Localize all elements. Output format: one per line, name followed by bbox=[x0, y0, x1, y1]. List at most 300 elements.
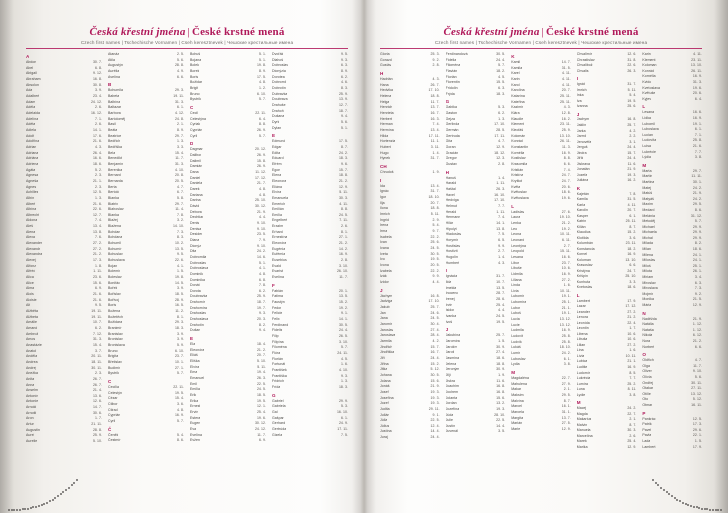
name-entry-date: 16. 9. bbox=[627, 364, 637, 369]
name-entry-date: 28. 7. bbox=[496, 291, 506, 296]
name-entry-date: 5. 7. bbox=[498, 63, 506, 68]
name-entry-name: Fedor bbox=[272, 305, 282, 310]
name-entry-name: Justín bbox=[445, 423, 456, 428]
name-entry-name: Hana bbox=[380, 82, 389, 87]
name-entry-name: Magda bbox=[576, 411, 588, 416]
name-entry-date: 4. 8. bbox=[258, 271, 266, 276]
name-entry-name: Elvíra bbox=[190, 364, 200, 369]
name-entry-date: 16. 9. bbox=[338, 252, 348, 257]
name-entry-name: Egon bbox=[272, 167, 281, 172]
name-entry-date: 16. 12. bbox=[90, 111, 102, 116]
name-entry-date: 27. 2. bbox=[92, 246, 102, 251]
name-entry-date: 19. 6. bbox=[561, 195, 571, 200]
name-entry-date: 31. 3. bbox=[174, 161, 184, 166]
name-entry-date: 24. 7. bbox=[561, 178, 571, 183]
name-entry-name: Emanuela bbox=[272, 195, 289, 200]
name-entry-name: Kateřina bbox=[511, 99, 525, 104]
name-entry-date: 25. 2. bbox=[627, 381, 637, 386]
letter-heading-label: C bbox=[190, 104, 194, 110]
name-entry-date: 23. 7. bbox=[561, 260, 571, 265]
name-entry-date: 29. 3. bbox=[174, 88, 184, 93]
name-entry-name: Adalbert bbox=[26, 94, 40, 99]
letter-heading-label: I bbox=[445, 268, 447, 274]
name-entry-date: 18. 8. bbox=[496, 361, 506, 366]
name-entry-date: 24. 12. bbox=[254, 427, 266, 432]
name-entry-date: 13. 5. bbox=[496, 285, 506, 290]
name-entry-name: Lubor bbox=[511, 305, 521, 310]
name-entry-date: 20. 5. bbox=[430, 262, 440, 267]
name-entry-date: 6. 10. bbox=[256, 91, 266, 96]
name-entry-name: Irvin bbox=[445, 302, 453, 307]
name-entry-date: 14. 5. bbox=[174, 280, 184, 285]
name-entry-name: Chvalis bbox=[576, 68, 589, 73]
letter-heading bbox=[642, 410, 702, 417]
name-entry-date: 5. 3. bbox=[340, 404, 348, 409]
letter-heading-label: N bbox=[642, 310, 646, 316]
spiral-dot bbox=[701, 508, 703, 510]
name-entry-date: 7. 1. bbox=[94, 116, 102, 121]
left-name-columns bbox=[26, 52, 348, 450]
name-entry-name: Frýda bbox=[445, 91, 455, 96]
name-entry-name: Hadrián bbox=[380, 77, 393, 82]
name-entry-date: 9. 4. bbox=[258, 328, 266, 333]
name-entry-date: 7. 4. bbox=[563, 167, 571, 172]
name-entry-name: Dana bbox=[190, 170, 199, 175]
name-entry-date: 15. 5. bbox=[496, 80, 506, 85]
name-entry-date: 7. 3. bbox=[176, 229, 184, 234]
name-entry-name: Mahulena bbox=[511, 381, 527, 386]
name-entry-name: Martina bbox=[642, 179, 655, 184]
name-entry bbox=[26, 439, 102, 445]
name-entry-name: Jachym bbox=[576, 117, 590, 122]
name-entry-name: Florián bbox=[272, 356, 284, 361]
name-entry-date: 22. 11. bbox=[255, 111, 266, 116]
name-entry-date: 3. 5. bbox=[498, 429, 506, 434]
name-entry-name: Evelína bbox=[272, 275, 285, 280]
name-entry-name: Gaston bbox=[445, 111, 458, 116]
name-entry-name: Borek bbox=[190, 68, 200, 73]
name-entry-date: 24. 4. bbox=[338, 328, 348, 333]
name-entry-date: 6. 1. bbox=[340, 415, 348, 420]
name-entry-name: Milada bbox=[642, 241, 653, 246]
name-entry-date: 26. 4. bbox=[92, 150, 102, 155]
name-entry-date: 14. 1. bbox=[338, 317, 348, 322]
name-entry-name: Dubravka bbox=[272, 91, 288, 96]
name-entry-date: 21. 2. bbox=[338, 241, 348, 246]
name-entry-name: Balbína bbox=[108, 99, 121, 104]
letter-heading bbox=[446, 267, 506, 274]
name-entry-date: 22. 5. bbox=[496, 418, 506, 423]
name-entry-name: Iveta bbox=[380, 251, 388, 256]
name-entry-name: Florentín bbox=[445, 80, 460, 85]
name-entry-date: 18. 3. bbox=[338, 156, 348, 161]
name-entry-date: 27. 1. bbox=[338, 235, 348, 240]
name-entry-name: Haštal bbox=[445, 187, 456, 191]
name-entry-name: Matej bbox=[642, 185, 652, 190]
name-entry-date: 6. 5. bbox=[498, 237, 506, 242]
name-entry-name: Cecília bbox=[108, 384, 120, 389]
name-entry-date: 8. 6. bbox=[694, 207, 702, 212]
name-entry-name: Alexandra bbox=[26, 252, 43, 257]
name-entry-name: Imelda bbox=[445, 285, 457, 290]
name-entry-name: Dionýz bbox=[190, 243, 201, 248]
name-entry-name: Bronislav bbox=[108, 337, 123, 342]
name-entry-date: 19. 10. bbox=[559, 215, 571, 220]
name-entry-name: Drahotín bbox=[190, 322, 204, 327]
name-entry-name: Flóra bbox=[272, 351, 281, 356]
letter-heading bbox=[511, 53, 571, 60]
spiral-dot bbox=[43, 503, 45, 505]
name-entry-date: 7. 7. bbox=[694, 149, 702, 154]
name-entry-date: 1. 3. bbox=[94, 195, 102, 200]
name-entry-date: 11. 7. bbox=[430, 99, 440, 104]
left-title-cs: Česká křestní jména bbox=[89, 26, 186, 38]
name-entry-name: Julie bbox=[445, 418, 454, 423]
name-entry-date: 25. 1. bbox=[692, 263, 702, 268]
name-entry-date: 26. 9. bbox=[256, 153, 266, 158]
name-entry-name: Kleofáš bbox=[511, 127, 524, 132]
name-entry-name: Aurélia bbox=[108, 68, 120, 73]
name-entry-name: Dorotea bbox=[272, 74, 285, 79]
name-entry-name: Makar bbox=[511, 387, 522, 392]
name-entry-date: 24. 4. bbox=[430, 355, 440, 360]
name-entry-name: Koloman bbox=[576, 257, 591, 262]
name-entry-date: 8. 3. bbox=[340, 85, 348, 90]
name-entry-name: Elena bbox=[272, 173, 282, 178]
name-entry-name: Lambert bbox=[576, 298, 590, 303]
name-entry-name: Fatima bbox=[272, 294, 283, 299]
name-entry-name: Kasper bbox=[576, 213, 589, 218]
name-entry-name: Bonifác bbox=[108, 280, 121, 285]
name-entry-date: 15. 4. bbox=[174, 150, 184, 155]
name-entry-name: Ladislav bbox=[511, 209, 525, 214]
name-entry-name: Dariana bbox=[190, 192, 203, 197]
name-entry-date: 5. 11. bbox=[627, 87, 637, 92]
name-entry-date: 18. 8. bbox=[338, 173, 348, 178]
name-entry-name: Helmut bbox=[445, 203, 457, 208]
name-entry-name: Jarka bbox=[576, 128, 586, 133]
name-entry-date: 3. 3. bbox=[629, 279, 637, 284]
name-entry-date: 22. 7. bbox=[627, 411, 637, 416]
name-entry-name: Drahoň bbox=[272, 108, 284, 113]
name-entry-name: Krasoslav bbox=[576, 263, 593, 268]
name-entry-name: Aloisie bbox=[26, 297, 37, 302]
name-entry-name: Chvalibož bbox=[576, 63, 593, 68]
name-entry-date: 4. 3. bbox=[498, 260, 506, 265]
name-entry-name: Jaromír bbox=[380, 322, 393, 326]
name-entry-date: 4. 3. bbox=[563, 105, 571, 110]
spiral-dot bbox=[693, 506, 695, 508]
name-entry-date: 3. 4. bbox=[694, 275, 702, 280]
name-entry-date: 2. 8. bbox=[498, 161, 506, 166]
name-entry-date: 7. 4. bbox=[498, 215, 506, 220]
name-entry-date: 8. 9. bbox=[340, 68, 348, 73]
name-entry-date: 22. 1. bbox=[692, 433, 702, 438]
name-entry-name: Kajetán bbox=[576, 191, 590, 196]
name-entry bbox=[642, 303, 702, 309]
name-entry-date: 18. 6. bbox=[561, 190, 571, 195]
name-entry-name: Adéla bbox=[26, 105, 36, 110]
name-entry-date: 2. 8. bbox=[340, 258, 348, 263]
name-entry-date: 8. 7. bbox=[563, 398, 571, 403]
name-entry-date: 23. 4. bbox=[92, 94, 102, 99]
name-entry-date: 28. 8. bbox=[92, 427, 102, 432]
name-entry-date: 21. 2. bbox=[627, 315, 637, 320]
name-entry-name: Dobroslav bbox=[190, 260, 207, 265]
name-entry-name: Izidor bbox=[380, 279, 389, 284]
spiral-dot bbox=[674, 497, 676, 499]
letter-heading bbox=[272, 282, 348, 289]
name-entry-date: 21. 2. bbox=[692, 339, 702, 343]
spiral-dot bbox=[671, 495, 673, 497]
name-entry-date: 5. 7. bbox=[176, 418, 184, 423]
name-entry-name: Miriam bbox=[642, 275, 654, 280]
name-entry-date: 13. 4. bbox=[430, 127, 440, 132]
name-entry-date: 30. 8. bbox=[92, 82, 102, 87]
name-entry-date: 16. 8. bbox=[627, 117, 637, 122]
name-entry-date: 3. 10. bbox=[338, 263, 348, 268]
name-entry-name: Júda bbox=[445, 412, 454, 417]
spiral-dot bbox=[720, 509, 722, 511]
name-entry-date: 25. 11. bbox=[559, 94, 571, 99]
name-entry-name: Herald bbox=[445, 209, 457, 214]
letter-heading bbox=[26, 53, 102, 60]
name-entry-name: Kristián bbox=[511, 167, 524, 172]
name-entry-name: Alžběta bbox=[26, 308, 39, 313]
name-entry-name: Beatrice bbox=[108, 133, 122, 138]
name-entry-date: 16. 6. bbox=[692, 110, 702, 115]
name-entry-date: 30. 5. bbox=[338, 322, 348, 327]
name-entry-date: 5. 9. bbox=[176, 342, 184, 347]
name-entry-name: Ludomír bbox=[576, 370, 590, 375]
name-entry-name: Katrin bbox=[576, 219, 587, 224]
name-entry-date: 6. 7. bbox=[176, 190, 184, 195]
name-entry-name: Blažena bbox=[108, 224, 121, 229]
name-entry-date: 9. 5. bbox=[176, 252, 184, 257]
name-entry-name: Marek bbox=[576, 439, 587, 444]
name-entry-date: 11. 3. bbox=[561, 144, 571, 149]
name-entry-name: Benjamín bbox=[108, 161, 124, 166]
name-entry-date: 11. 7. bbox=[257, 432, 266, 437]
name-entry-date: 1. 3. bbox=[498, 116, 506, 121]
name-entry bbox=[190, 328, 266, 334]
right-page bbox=[364, 0, 728, 513]
name-entry-name: Juliána bbox=[576, 178, 589, 183]
name-entry-name: Adiela bbox=[26, 127, 37, 132]
name-entry-date: 31. 7. bbox=[496, 274, 506, 279]
name-entry-date: 2. 3. bbox=[94, 173, 102, 178]
name-entry-name: Květoslav bbox=[511, 190, 527, 195]
name-entry-name: Michael bbox=[642, 224, 655, 229]
name-entry-date: 23. 7. bbox=[174, 354, 184, 359]
name-entry-name: Anděla bbox=[26, 354, 38, 359]
name-entry-date: 4. 7. bbox=[694, 358, 702, 363]
name-entry-name: Alexej bbox=[26, 258, 36, 263]
name-entry-name: Milota bbox=[642, 269, 653, 274]
name-entry-name: Marcelína bbox=[576, 433, 593, 438]
name-entry-date: 4. 11. bbox=[561, 77, 571, 82]
name-entry-date: 15. 2. bbox=[430, 361, 440, 366]
name-entry-date: 22. 11. bbox=[173, 384, 184, 389]
name-entry-name: Lina bbox=[576, 348, 584, 353]
name-entry-name: Augustin bbox=[26, 427, 41, 432]
name-entry-name: Jasmína bbox=[445, 355, 460, 360]
name-column bbox=[190, 52, 266, 450]
name-entry-date: 19. 3. bbox=[627, 172, 637, 177]
name-entry-date: 22. 6. bbox=[627, 63, 637, 68]
name-entry-name: Bernard bbox=[108, 173, 121, 178]
name-entry-date: 25. 9. bbox=[92, 433, 102, 438]
name-entry-name: Pavla bbox=[642, 433, 652, 438]
name-entry-name: Miroslava bbox=[642, 286, 658, 291]
name-entry-name: Božetěch bbox=[108, 314, 123, 319]
name-entry-name: Jakubína bbox=[445, 333, 461, 338]
name-entry-date: 6. 2. bbox=[258, 288, 266, 293]
name-entry-name: Ida bbox=[380, 183, 386, 188]
name-entry-name: Karin bbox=[511, 77, 520, 82]
name-entry-name: Blahoslav bbox=[108, 207, 124, 212]
name-entry-name: Arnold bbox=[26, 405, 37, 410]
name-entry-date: 16. 7. bbox=[430, 111, 440, 116]
letter-heading bbox=[642, 310, 702, 317]
name-entry-date: 9. 3. bbox=[340, 373, 348, 378]
name-entry-date: 22. 6. bbox=[174, 258, 184, 263]
name-entry-date: 4. 5. bbox=[498, 74, 506, 79]
name-entry-date: 7. 9. bbox=[258, 237, 266, 242]
name-entry-name: Jana bbox=[380, 316, 388, 321]
name-entry-name: Michaela bbox=[642, 230, 657, 235]
name-entry-name: Kilián bbox=[576, 224, 586, 229]
name-entry-date: 4. 2. bbox=[432, 338, 440, 343]
name-entry-date: 27. 4. bbox=[430, 327, 440, 332]
name-entry-date: 19. 5. bbox=[430, 257, 440, 262]
name-entry bbox=[272, 126, 348, 132]
name-entry-date: 1. 5. bbox=[176, 269, 184, 274]
left-page-title bbox=[26, 26, 348, 38]
name-entry-date: 27. 2. bbox=[627, 309, 637, 314]
name-entry-name: Olívia bbox=[642, 375, 652, 379]
name-entry-date: 21. 6. bbox=[692, 143, 702, 148]
name-entry-date: 24. 5. bbox=[430, 246, 440, 251]
name-entry-date: 26. 3. bbox=[256, 376, 266, 381]
name-entry-date: 16. 1. bbox=[561, 404, 571, 409]
name-entry-name: Anastázie bbox=[26, 342, 42, 347]
name-entry-date: 19. 3. bbox=[430, 401, 440, 406]
name-entry-name: Alice bbox=[26, 280, 34, 285]
name-entry-name: Artur bbox=[26, 422, 34, 427]
name-entry-name: Luboslav bbox=[511, 356, 526, 361]
letter-heading-label: CH bbox=[380, 163, 387, 169]
name-entry-date: 30. 3. bbox=[627, 428, 637, 433]
name-entry-date: 1. 2. bbox=[258, 85, 266, 90]
name-entry-name: Dorota bbox=[190, 288, 201, 293]
name-entry-date: 6. 6. bbox=[176, 74, 184, 79]
name-entry-date: 30. 7. bbox=[92, 60, 102, 65]
name-entry-name: Avelína bbox=[108, 74, 120, 79]
name-entry-name: Emília bbox=[272, 212, 283, 217]
name-entry-date: 31. 7. bbox=[430, 189, 440, 194]
name-column bbox=[26, 52, 102, 450]
name-entry-name: Oldřich bbox=[642, 358, 654, 363]
name-entry-date: 9. 10. bbox=[256, 220, 266, 225]
name-entry-date: 1. 4. bbox=[432, 150, 440, 155]
name-entry-date: 11. 4. bbox=[175, 207, 184, 212]
name-entry-date: 4. 12. bbox=[174, 111, 184, 116]
name-entry-date: 28. 6. bbox=[496, 296, 506, 301]
letter-heading-label: J bbox=[576, 111, 580, 117]
name-entry-date: 24. 4. bbox=[627, 156, 637, 161]
name-entry-date: 18. 3. bbox=[496, 91, 506, 96]
name-entry-name: Livia bbox=[511, 288, 519, 293]
spiral-dot bbox=[706, 508, 708, 510]
name-entry-date: 27. 9. bbox=[561, 381, 571, 386]
letter-heading-label: O bbox=[642, 352, 646, 358]
name-entry-date: 5. 10. bbox=[92, 439, 102, 444]
name-entry-date: 25. 10. bbox=[254, 198, 266, 203]
name-entry-name: Libuše bbox=[511, 266, 522, 271]
name-column bbox=[108, 52, 184, 450]
name-entry-name: Eleonóra bbox=[190, 347, 205, 352]
name-entry-name: Cyril bbox=[190, 133, 198, 138]
name-entry-name: Aleš bbox=[26, 224, 34, 229]
letter-heading-label: K bbox=[576, 185, 581, 191]
name-entry-name: Laura bbox=[511, 215, 521, 220]
name-entry-date: 16. 5. bbox=[174, 303, 184, 308]
name-entry-date: 22. 5. bbox=[256, 381, 266, 386]
name-entry-date: 6. 6. bbox=[629, 263, 637, 268]
name-entry-name: Leander bbox=[576, 309, 590, 314]
letter-heading bbox=[108, 426, 184, 433]
letter-heading bbox=[577, 399, 637, 406]
spiral-dot bbox=[715, 509, 717, 511]
name-entry-date: 19. 5. bbox=[496, 319, 506, 324]
name-entry-date: 8. 9. bbox=[176, 127, 184, 132]
name-entry-name: Jiří bbox=[380, 355, 385, 360]
name-entry-name: Hostislav bbox=[445, 243, 461, 248]
name-entry-date: 16. 2. bbox=[561, 116, 571, 121]
name-entry-date: 4. 7. bbox=[498, 139, 506, 144]
name-entry-date: 17. 10. bbox=[428, 299, 440, 304]
name-entry-date: 26. 1. bbox=[692, 269, 702, 274]
name-entry-date: 21. 1. bbox=[92, 178, 102, 183]
name-entry-name: Pankrác bbox=[642, 416, 656, 421]
name-entry-date: 13. 5. bbox=[338, 294, 348, 299]
name-entry-name: Basil bbox=[108, 122, 116, 127]
name-entry bbox=[642, 403, 702, 409]
name-entry-name: Jan bbox=[380, 310, 386, 315]
name-column bbox=[272, 52, 348, 450]
name-entry-date: 21. 4. bbox=[92, 388, 102, 393]
letter-heading-label: I bbox=[380, 177, 382, 183]
name-entry-name: Elvíra bbox=[272, 190, 282, 195]
name-entry-date: 14. 4. bbox=[430, 429, 440, 434]
name-entry-name: Debora bbox=[190, 209, 202, 214]
name-entry-name: Boris bbox=[108, 303, 117, 308]
name-entry-name: Gloria bbox=[380, 52, 390, 56]
name-entry-name: Lidka bbox=[642, 115, 651, 120]
name-entry-name: Lazar bbox=[576, 304, 586, 309]
name-entry-name: Jozefína bbox=[445, 406, 460, 411]
name-entry-date: 9. 9. bbox=[498, 243, 506, 248]
name-entry-name: Lucian bbox=[642, 132, 653, 137]
name-entry bbox=[190, 134, 266, 140]
name-entry-name: Dlahoš bbox=[272, 57, 284, 62]
spiral-dot bbox=[49, 500, 51, 502]
name-entry-date: 6. 3. bbox=[340, 63, 348, 68]
name-entry-name: Jelena bbox=[445, 361, 457, 366]
name-entry-name: Jáchym bbox=[380, 293, 393, 298]
name-entry-date: 2. 1. bbox=[176, 122, 184, 127]
